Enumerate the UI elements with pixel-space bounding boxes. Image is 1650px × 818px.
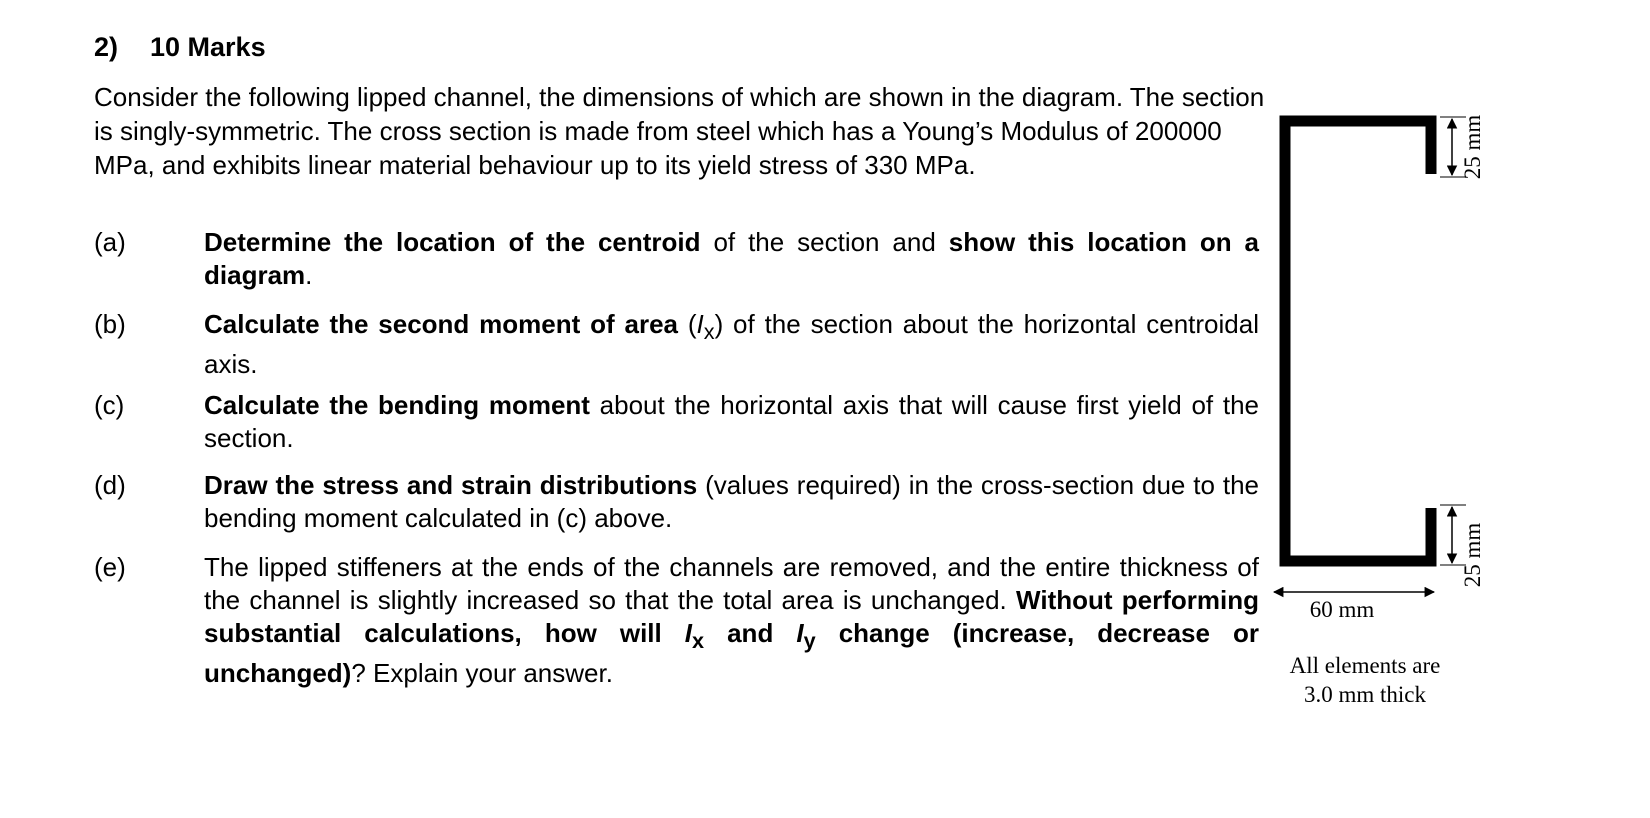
question-marks: 10 Marks	[150, 32, 266, 62]
part-d-label: (d)	[94, 470, 126, 500]
channel-section	[1285, 121, 1431, 561]
top-lip-dimension-label: 25 mm	[1460, 114, 1485, 180]
part-c-bold1: Calculate the bending moment	[204, 390, 590, 420]
part-c-label: (c)	[94, 390, 125, 420]
part-a-text1: of the section and	[700, 227, 949, 257]
width-dimension-label: 60 mm	[1309, 597, 1375, 622]
part-d-bold1: Draw the stress and strain distributions	[204, 470, 698, 500]
part-d-text	[204, 469, 1259, 535]
part-b-bold1: Calculate the second moment of area	[204, 309, 678, 339]
note-line-2: 3.0 mm thick	[1303, 682, 1427, 707]
question-intro: Consider the following lipped channel, the dimensions of which are shown in the diagram. The section is singly-symmetric. The cross section is made from steel which has a Young’s Modulus of 200000 MPa, and exhibits linear material behaviour up to its yield stress of 330 MPa.	[94, 82, 1265, 180]
part-e-subscript2: y	[803, 628, 816, 654]
part-e-subscript1: x	[692, 628, 705, 654]
part-a-bold2: show this location on a diagram	[204, 227, 1259, 290]
part-d	[94, 469, 1259, 535]
lipped-channel-diagram	[1270, 105, 1520, 715]
part-a-text	[204, 226, 1259, 292]
part-b-symbol: I	[696, 309, 704, 339]
note-line-1: All elements are	[1289, 653, 1441, 678]
part-c-text1: about the horizontal axis that will cause first yield of the section.	[204, 390, 1259, 453]
part-a	[94, 226, 1259, 292]
question-heading	[94, 32, 266, 63]
part-b-text2: ) of the section about the horizontal centroidal axis.	[204, 309, 1259, 380]
part-e-text1: The lipped stiffeners at the ends of the channels are removed, and the entire thickness of the channel is slightly increased so that the total area is unchanged.	[204, 552, 1259, 615]
part-e	[94, 551, 1260, 690]
part-e-text2: ? Explain your answer.	[351, 658, 613, 689]
part-e-symbol2: I	[796, 618, 804, 648]
part-a-text2: .	[305, 260, 313, 290]
part-b-label: (b)	[94, 309, 126, 339]
part-e-symbol1: I	[684, 618, 693, 648]
bottom-lip-dimension-label: 25 mm	[1460, 522, 1485, 588]
part-b	[94, 308, 1259, 381]
part-c-text	[204, 389, 1259, 455]
part-e-bold2: and	[704, 618, 797, 648]
part-e-bold3: change (increase, decrease or unchanged)	[204, 618, 1259, 689]
part-a-bold1: Determine the location of the centroid	[204, 227, 701, 257]
part-b-text	[204, 308, 1259, 381]
part-b-subscript: x	[703, 319, 715, 345]
question-number: 2)	[94, 32, 119, 62]
part-e-label: (e)	[94, 552, 126, 582]
part-b-text1: (	[678, 309, 697, 339]
part-e-text	[204, 551, 1259, 690]
part-e-bold1: Without performing substantial calculations, how will	[204, 585, 1260, 648]
part-c	[94, 389, 1259, 455]
part-d-text1: (values required) in the cross-section due to the bending moment calculated in (c) above.	[204, 470, 1259, 533]
part-a-label: (a)	[94, 227, 126, 257]
